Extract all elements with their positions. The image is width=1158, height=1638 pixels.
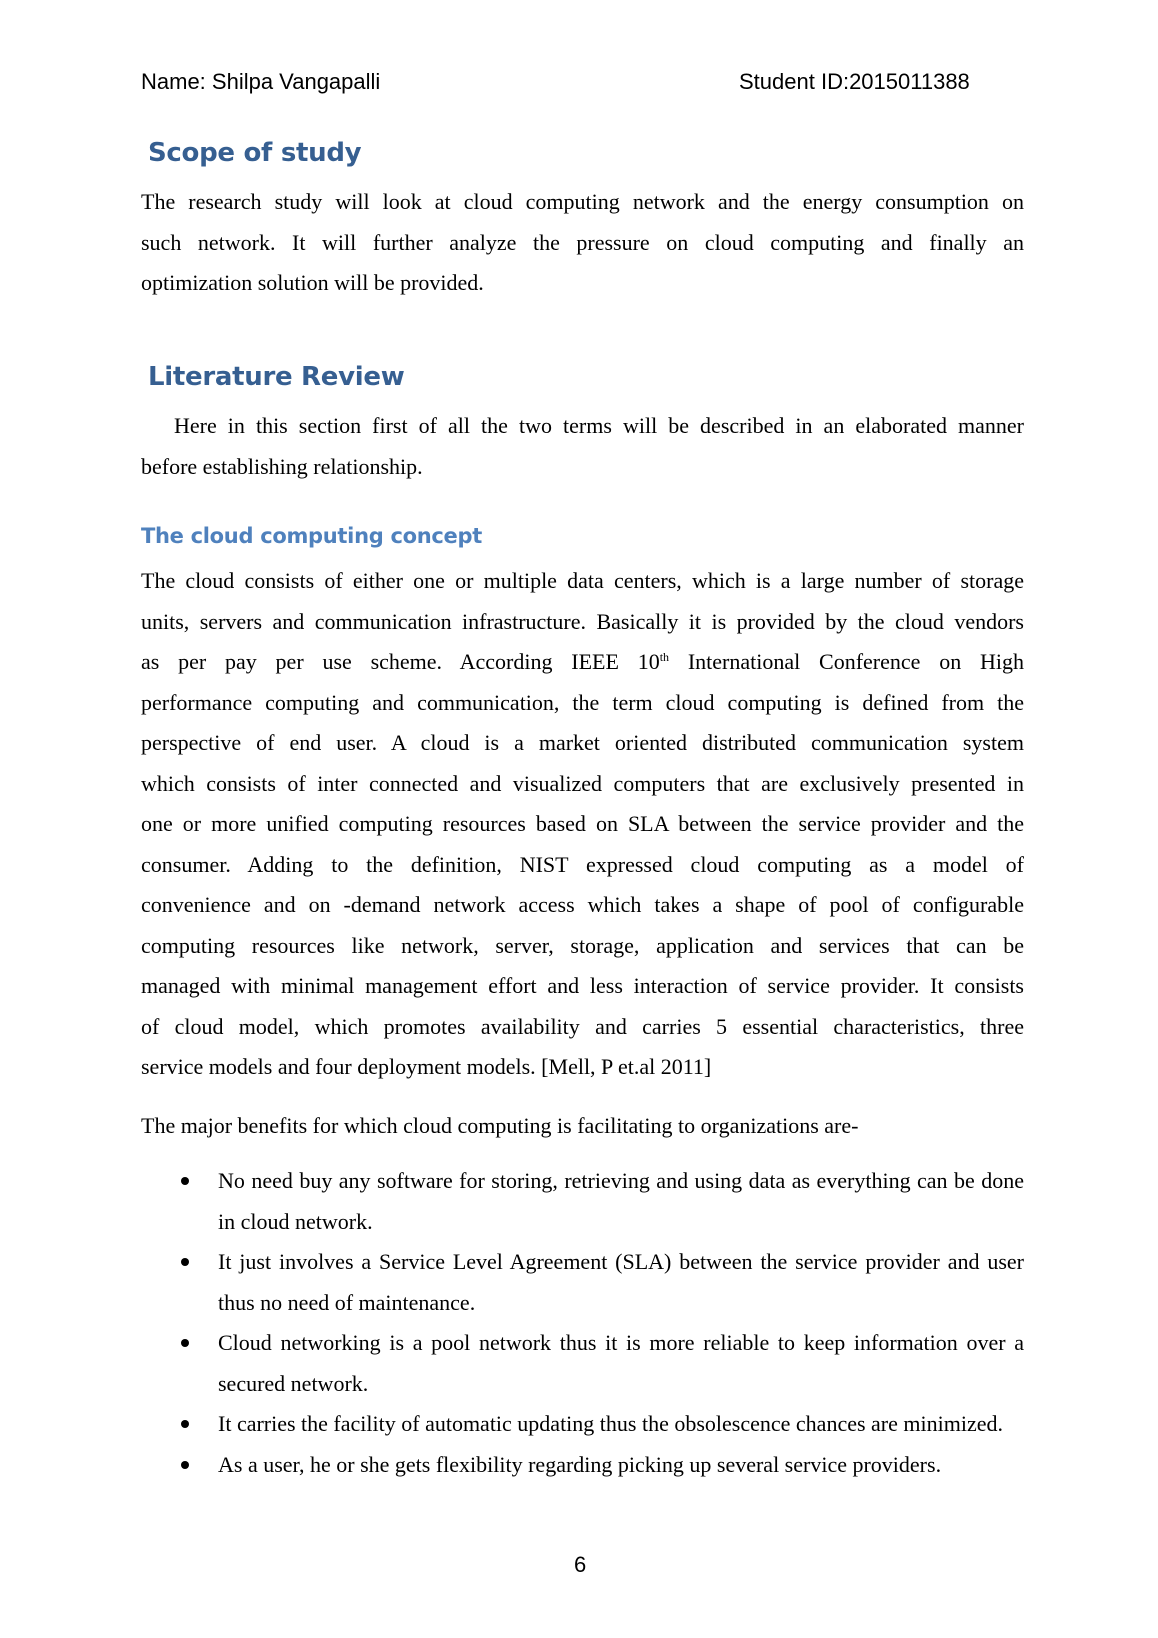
list-item-text: Cloud networking is a pool network thus it is more reliable to keep information over a secured network. xyxy=(218,1330,1024,1396)
literature-intro-line: Here in this section first of all the two terms will be described in an elaborated manner xyxy=(174,413,1024,438)
scope-line: optimization solution will be provided. xyxy=(141,270,484,295)
header-name: Name: Shilpa Vangapalli xyxy=(141,69,381,94)
concept-line xyxy=(141,642,1024,683)
concept-line: units, servers and communication infrastructure. Basically it is provided by the cloud vendors xyxy=(141,608,1024,634)
list-item-text: It carries the facility of automatic updating thus the obsolescence chances are minimized. xyxy=(218,1411,1003,1436)
header-student-id: Student ID:2015011388 xyxy=(739,69,970,94)
concept-line-text: as per pay per use scheme. According IEEE 10 xyxy=(141,649,660,674)
concept-line: managed with minimal management effort and less interaction of service provider. It consists xyxy=(141,973,1024,998)
scope-line: such network. It will further analyze the pressure on cloud computing and finally an xyxy=(141,229,1024,255)
benefits-intro xyxy=(141,1106,1024,1147)
concept-line: which consists of inter connected and visualized computers that are exclusively presented in xyxy=(141,770,1024,796)
ordinal-superscript: th xyxy=(659,650,670,665)
list-item-text: It just involves a Service Level Agreement (SLA) between the service provider and user thus no need of maintenance. xyxy=(218,1249,1024,1315)
benefits-list xyxy=(141,1161,1024,1485)
bullet-icon xyxy=(181,1420,189,1428)
concept-line: of cloud model, which promotes availability and carries 5 essential characteristics, three xyxy=(141,1013,1024,1039)
list-item-text: As a user, he or she gets flexibility regarding picking up several service providers. xyxy=(218,1451,942,1477)
benefits-intro-line: The major benefits for which cloud computing is facilitating to organizations are- xyxy=(141,1113,859,1138)
scope-line: The research study will look at cloud computing network and the energy consumption on xyxy=(141,189,1024,214)
list-item xyxy=(141,1242,1024,1323)
bullet-icon xyxy=(181,1461,189,1469)
concept-line: computing resources like network, server, storage, application and services that can be xyxy=(141,932,1024,958)
concept-line: one or more unified computing resources based on SLA between the service provider and the xyxy=(141,811,1024,836)
concept-line: convenience and on -demand network access which takes a shape of pool of configurable xyxy=(141,892,1024,917)
concept-line: service models and four deployment models. [Mell, P et.al 2011] xyxy=(141,1054,712,1079)
concept-paragraph xyxy=(141,561,1024,1088)
literature-intro-line: before establishing relationship. xyxy=(141,453,423,479)
list-item xyxy=(141,1323,1024,1404)
scope-heading: Scope of study xyxy=(148,138,362,168)
list-item-text: No need buy any software for storing, retrieving and using data as everything can be done in cloud network. xyxy=(218,1168,1024,1234)
concept-line: The cloud consists of either one or multiple data centers, which is a large number of storage xyxy=(141,568,1024,593)
literature-intro-paragraph xyxy=(141,406,1024,487)
page-number: 6 xyxy=(574,1552,587,1577)
bullet-icon xyxy=(181,1258,189,1266)
concept-line: performance computing and communication, the term cloud computing is defined from the xyxy=(141,689,1024,715)
concept-line: perspective of end user. A cloud is a market oriented distributed communication system xyxy=(141,730,1024,755)
bullet-icon xyxy=(181,1177,189,1185)
list-item xyxy=(141,1404,1024,1445)
literature-heading: Literature Review xyxy=(148,362,405,392)
list-item xyxy=(141,1445,1024,1486)
scope-paragraph xyxy=(141,182,1024,304)
concept-heading: The cloud computing concept xyxy=(141,524,482,548)
concept-line-text: International Conference on High xyxy=(669,649,1024,674)
bullet-icon xyxy=(181,1339,189,1347)
concept-line: consumer. Adding to the definition, NIST expressed cloud computing as a model of xyxy=(141,851,1024,877)
list-item xyxy=(141,1161,1024,1242)
